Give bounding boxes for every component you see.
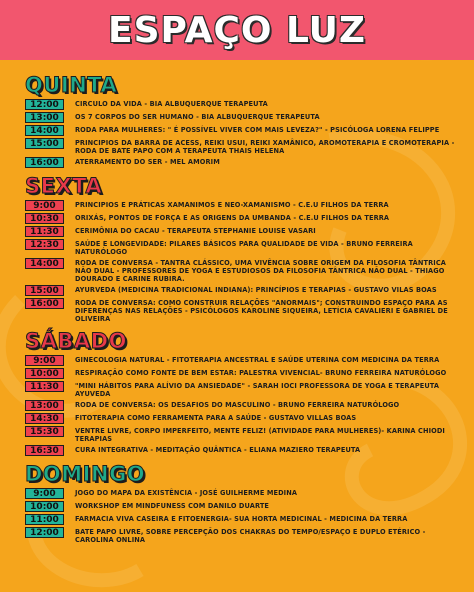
schedule-row xyxy=(22,413,462,424)
schedule-row xyxy=(22,445,462,456)
schedule-row xyxy=(22,99,462,110)
activity-description: RODA DE CONVERSA - TANTRA CLÁSSICO, UMA VIVÊNCIA SOBRE ORIGEM DA FILOSOFIA TÂNTRICA NÃO DUAL - PROFESSORES DE YOGA E ESTUDIOSOS DA FILOSOFIA TÂNTRICA NÃO DUAL - THIAGO DOURADO E CARINE RUBIRA. xyxy=(75,259,446,283)
schedule-row xyxy=(22,112,462,123)
schedule-row xyxy=(22,138,462,155)
activity-description: CIRCULO DA VIDA - BIA ALBUQUERQUE TERAPEUTA xyxy=(75,100,268,108)
time-badge: 10:00 xyxy=(25,368,64,379)
time-badge: 9:00 xyxy=(25,355,64,366)
activity-description: PRINCIPIOS E PRÁTICAS XAMANIMOS E NEO-XAMANISMO - C.E.U FILHOS DA TERRA xyxy=(75,201,389,209)
activity-description: RODA PARA MULHERES: " É POSSÍVEL VIVER COM MAIS LEVEZA?" - PSICÓLOGA LORENA FELIPPE xyxy=(75,126,440,134)
activity-description: ATERRAMENTO DO SER - MEL AMORIM xyxy=(75,158,220,166)
activity-description: RODA DE CONVERSA: OS DESAFIOS DO MASCULINO - BRUNO FERREIRA NATURÓLOGO xyxy=(75,401,400,409)
time-badge: 12:00 xyxy=(25,99,64,110)
schedule-row xyxy=(22,200,462,211)
time-badge: 9:00 xyxy=(25,200,64,211)
activity-description: BATE PAPO LIVRE, SOBRE PERCEPÇÃO DOS CHAKRAS DO TEMPO/ESPAÇO E DUPLO ETÉRICO - CAROLINA ONLINA xyxy=(75,528,426,544)
schedule-row xyxy=(22,285,462,296)
time-badge: 16:00 xyxy=(25,298,64,309)
time-badge: 15:30 xyxy=(25,426,64,437)
time-badge: 15:00 xyxy=(25,285,64,296)
day-title-sabado: SÁBADO xyxy=(25,329,127,353)
time-badge: 13:00 xyxy=(25,112,64,123)
time-badge: 14:00 xyxy=(25,125,64,136)
time-badge: 14:30 xyxy=(25,413,64,424)
time-badge: 12:00 xyxy=(25,527,64,538)
page-title: ESPAÇO LUZ xyxy=(107,9,366,51)
time-badge: 11:00 xyxy=(25,514,64,525)
activity-description: WORKSHOP EM MINDFUNESS COM DANILO DUARTE xyxy=(75,502,270,510)
activity-description: AYURVEDA (MEDICINA TRADICIONAL INDIANA): PRINCÍPIOS E TERAPIAS - GUSTAVO VILAS BOAS xyxy=(75,286,437,294)
time-badge: 15:00 xyxy=(25,138,64,149)
schedule-row xyxy=(22,298,462,323)
header-banner xyxy=(0,0,474,60)
activity-description: OS 7 CORPOS DO SER HUMANO - BIA ALBUQUERQUE TERAPEUTA xyxy=(75,113,320,121)
activity-description: RESPIRAÇÃO COMO FONTE DE BEM ESTAR: PALESTRA VIVENCIAL- BRUNO FERREIRA NATURÓLOGO xyxy=(75,369,447,377)
time-badge: 16:00 xyxy=(25,157,64,168)
schedule-row xyxy=(22,239,462,256)
time-badge: 10:00 xyxy=(25,501,64,512)
schedule-row xyxy=(22,400,462,411)
activity-description: GINECOLOGIA NATURAL - FITOTERAPIA ANCESTRAL E SAÚDE UTERINA COM MEDICINA DA TERRA xyxy=(75,356,440,364)
day-title-domingo: DOMINGO xyxy=(25,462,146,486)
schedule-row xyxy=(22,258,462,283)
time-badge: 11:30 xyxy=(25,226,64,237)
day-title-quinta: QUINTA xyxy=(25,73,118,97)
activity-description: CURA INTEGRATIVA - MEDITAÇÃO QUÂNTICA - ELIANA MAZIERO TERAPEUTA xyxy=(75,446,361,454)
time-badge: 11:30 xyxy=(25,381,64,392)
activity-description: VENTRE LIVRE, CORPO IMPERFEITO, MENTE FELIZ! (ATIVIDADE PARA MULHERES)- KARINA CHIODI TERAPIAS xyxy=(75,427,445,443)
schedule-row xyxy=(22,501,462,512)
schedule-row xyxy=(22,368,462,379)
schedule xyxy=(22,74,462,546)
schedule-row xyxy=(22,514,462,525)
schedule-row xyxy=(22,355,462,366)
schedule-row xyxy=(22,381,462,398)
activity-description: SAÚDE E LONGEVIDADE: PILARES BÁSICOS PARA QUALIDADE DE VIDA - BRUNO FERREIRA NATURÓLOGO xyxy=(75,240,413,256)
activity-description: RODA DE CONVERSA: COMO CONSTRUIR RELAÇÕES "ANORMAIS"; CONSTRUINDO ESPAÇO PARA AS DIFERENÇAS NAS RELAÇÕES - PSICÓLOGOS KAROLINE SIQUEIRA, LETÍCIA CAVALIERI E GABRIEL DE OLIVEIRA xyxy=(75,299,448,323)
time-badge: 9:00 xyxy=(25,488,64,499)
activity-description: FITOTERAPIA COMO FERRAMENTA PARA A SAÚDE - GUSTAVO VILLAS BOAS xyxy=(75,414,357,422)
schedule-row xyxy=(22,226,462,237)
activity-description: ORIXÁS, PONTOS DE FORÇA E AS ORIGENS DA UMBANDA - C.E.U FILHOS DA TERRA xyxy=(75,214,390,222)
time-badge: 16:30 xyxy=(25,445,64,456)
schedule-row xyxy=(22,426,462,443)
schedule-row xyxy=(22,488,462,499)
schedule-row xyxy=(22,213,462,224)
activity-description: CERIMÔNIA DO CACAU - TERAPEUTA STEPHANIE LOUISE VASARI xyxy=(75,227,316,235)
schedule-row xyxy=(22,125,462,136)
schedule-row xyxy=(22,527,462,544)
time-badge: 14:00 xyxy=(25,258,64,269)
activity-description: "MINI HÁBITOS PARA ALÍVIO DA ANSIEDADE" - SARAH IOCI PROFESSORA DE YOGA E TERAPEUTA AYUVEDA xyxy=(75,382,440,398)
activity-description: JOGO DO MAPA DA EXISTÊNCIA - JOSÉ GUILHERME MEDINA xyxy=(75,489,298,497)
schedule-row xyxy=(22,157,462,168)
time-badge: 13:00 xyxy=(25,400,64,411)
activity-description: FARMACIA VIVA CASEIRA E FITOENERGIA- SUA HORTA MEDICINAL - MEDICINA DA TERRA xyxy=(75,515,408,523)
day-title-sexta: SEXTA xyxy=(25,174,103,198)
activity-description: PRINCIPIOS DA BARRA DE ACESS, REIKI USUI, REIKI XAMÂNICO, AROMOTERAPIA E CROMOTERAPIA - RODA DE BATE PAPO COM A TERAPEUTA THAIS HELENA xyxy=(75,139,455,155)
time-badge: 10:30 xyxy=(25,213,64,224)
time-badge: 12:30 xyxy=(25,239,64,250)
